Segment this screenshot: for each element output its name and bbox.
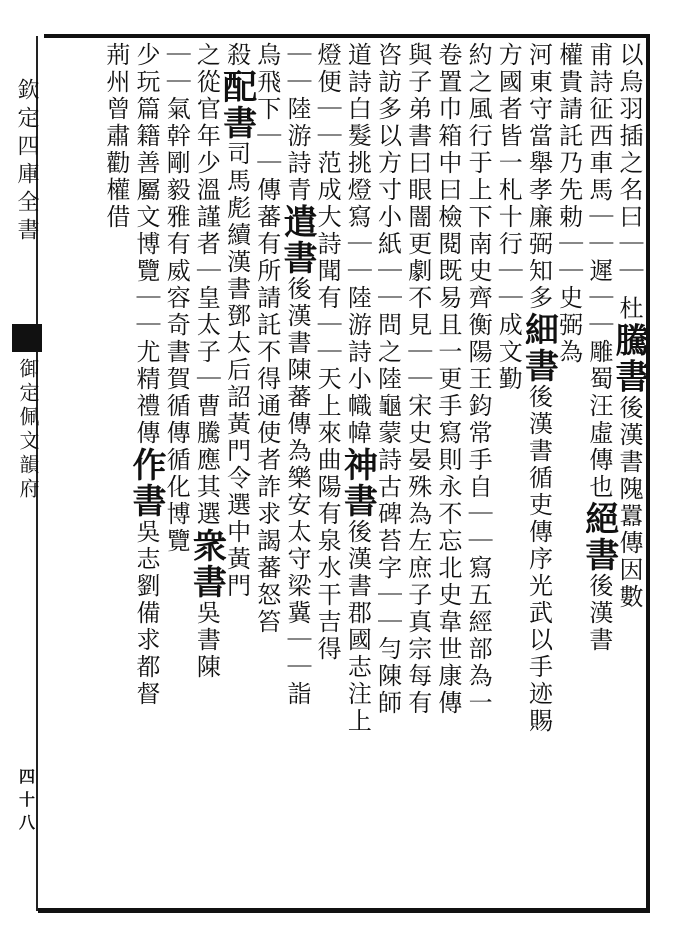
text-column <box>372 42 402 906</box>
book-title: 欽定四庫全書 <box>14 78 39 246</box>
headword: 細書 <box>518 312 559 384</box>
frame-right-rule <box>646 34 650 913</box>
text-segment: ｜｜氣幹剛毅雅有威容奇書賀循傳循 <box>162 42 191 474</box>
text-column <box>126 42 166 906</box>
text-segment: 燈便｜｜范成大詩聞有｜｜天上來 <box>313 42 342 447</box>
headword: 遣書 <box>276 204 317 276</box>
text-segment: 後漢書隗囂傳因數 <box>615 394 643 611</box>
text-column <box>70 42 100 906</box>
text-segment: 後漢書循吏傳序光武以手迹賜 <box>524 384 553 735</box>
text-column <box>493 42 523 906</box>
text-segment: 以烏羽插之名曰｜｜ 杜 <box>615 42 643 323</box>
text-segment: 後漢書郡國志注上 <box>343 519 372 735</box>
text-segment: 後漢書 <box>584 573 613 654</box>
text-column <box>463 42 493 906</box>
text-segment: ｜｜雕蜀汪虛傳也 <box>584 285 613 501</box>
text-segment: 吳書陳 <box>192 600 221 681</box>
text-segment: 咨訪多以方寸小紙｜｜問之陸龜蒙詩古碑苔字｜｜勻陳師 <box>373 42 402 717</box>
text-segment: 蕃有所請託不得通使者詐求謁蕃怒笞 <box>252 204 281 636</box>
text-column <box>186 42 227 906</box>
headword: 騰書 <box>609 322 649 395</box>
text-segment: 約之風行于上下南史齊衡陽王鈞常手自｜｜寫五經部為一 <box>464 42 493 717</box>
text-segment: 之 <box>192 42 221 69</box>
text-column <box>216 42 257 906</box>
text-segment: 方國者皆一札十行｜｜成文勤 <box>494 42 523 393</box>
text-column <box>161 42 191 906</box>
text-column <box>276 42 317 906</box>
text-segment: 吳志劉備求都督 <box>132 519 160 708</box>
text-column <box>252 42 282 906</box>
headword: 衆書 <box>186 528 227 600</box>
text-columns <box>40 42 649 906</box>
text-segment: 史弼為 <box>554 285 583 366</box>
text-segment: 司馬彪續漢書鄧太后詔黃門令選中黃門 <box>222 141 251 600</box>
text-segment: 道詩白髮挑燈寫｜｜陸游詩小幟幃 <box>343 42 372 447</box>
text-segment: 化博覽 <box>162 474 191 555</box>
fishtail-mark <box>12 324 42 352</box>
text-segment: 權貴請託乃先勅｜｜ <box>554 42 583 285</box>
volume-title: 御定佩文韻府 <box>16 358 40 502</box>
headword: 絕書 <box>578 501 619 573</box>
text-segment: 烏飛下｜｜傳 <box>252 42 281 204</box>
frame-top-rule <box>44 34 650 38</box>
text-segment: 卷置巾箱中曰檢閱既易且一更手寫則永不忘北史韋世康傳 <box>433 42 462 717</box>
text-segment: 河東守當舉孝廉弼知多 <box>524 42 553 312</box>
text-column <box>609 42 649 906</box>
text-segment: ｜｜陸游詩青 <box>282 42 311 204</box>
text-column <box>433 42 463 906</box>
text-column <box>40 42 70 906</box>
frame-bottom-rule <box>38 908 650 913</box>
headword: 神書 <box>337 447 378 519</box>
text-segment: 甫詩征西車馬｜｜遲 <box>584 42 613 285</box>
text-column <box>578 42 619 906</box>
text-column <box>553 42 583 906</box>
text-column <box>403 42 433 906</box>
text-segment: 曲陽有泉水干吉得 <box>313 447 342 663</box>
text-column <box>337 42 378 906</box>
text-segment: 後漢書陳蕃傳為樂安太守梁冀｜｜詣 <box>282 276 311 708</box>
text-column <box>518 42 559 906</box>
headword: 作書 <box>126 447 166 519</box>
text-segment: 從官年少溫謹者｜皇太子｜曹騰應其選 <box>192 69 221 528</box>
text-segment: 殺 <box>222 42 251 69</box>
page-number: 四十八 <box>18 767 35 832</box>
text-segment: 荊州曾肅勸權借 <box>101 42 130 231</box>
text-segment: 少玩篇籍善屬文博覽｜｜尤精禮傳 <box>132 42 160 447</box>
text-segment: 與子弟書曰眼闇更劇不見｜｜宋史晏殊為左庶子真宗每有 <box>403 42 432 717</box>
page-margin <box>6 34 40 909</box>
headword: 配書 <box>216 69 257 141</box>
